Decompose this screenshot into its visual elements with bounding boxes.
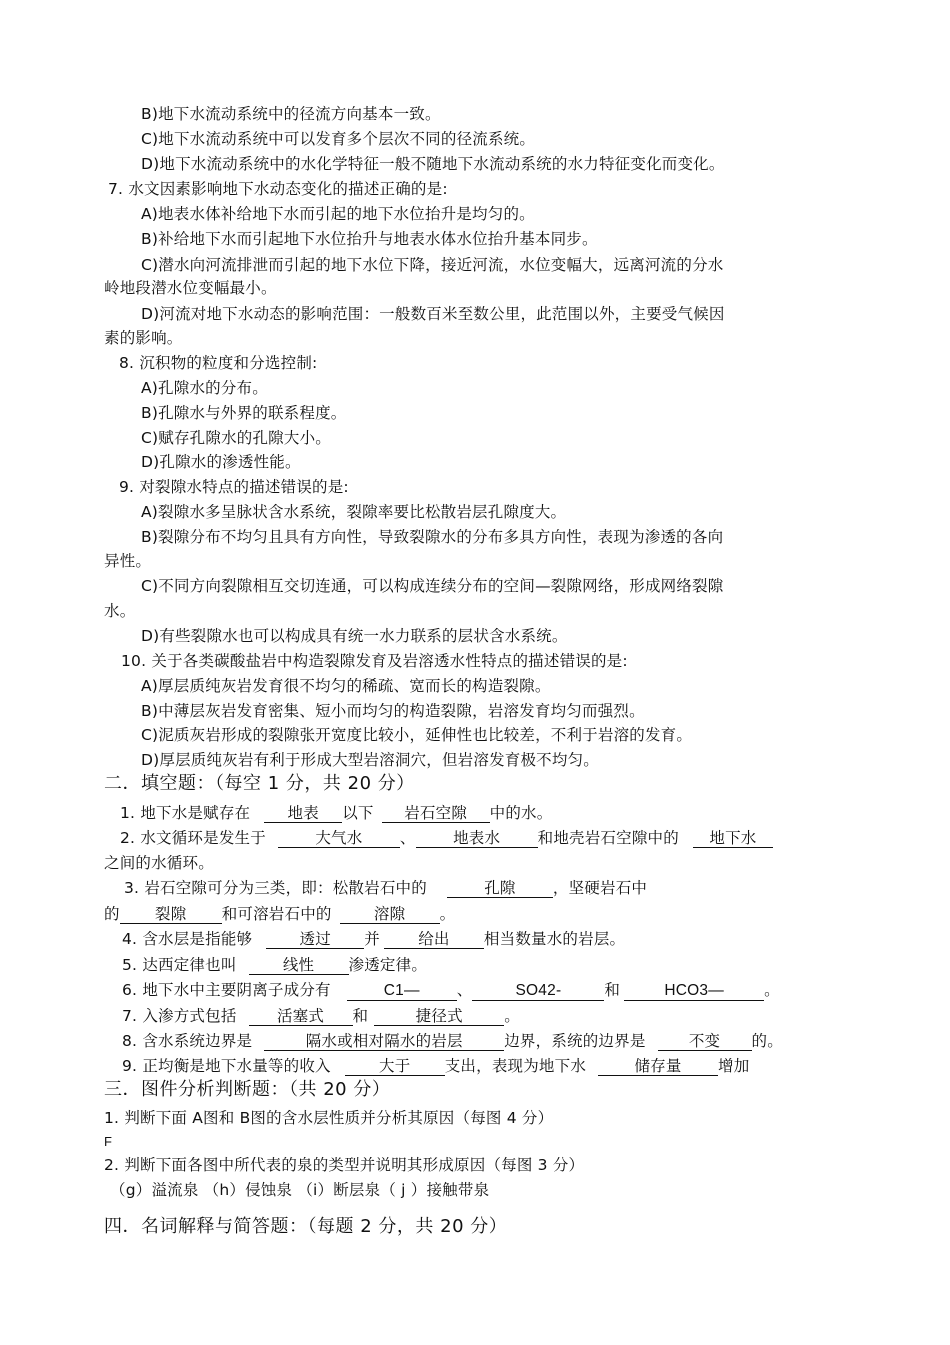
fill-q4-text: 4. 含水层是指能够 (122, 930, 253, 948)
q6-option-d: D)地下水流动系统中的水化学特征一般不随地下水流动系统的水力特征变化而变化。 (141, 155, 725, 173)
q7-option-d-line1: D)河流对地下水动态的影响范围：一般数百米至数公里，此范围以外，主要受气候因 (141, 305, 725, 323)
answer-blank: 孔隙 (447, 879, 553, 898)
fill-q7 (122, 1006, 520, 1026)
q9-option-d: D)有些裂隙水也可以构成具有统一水力联系的层状含水系统。 (141, 627, 568, 645)
answer-blank: 隔水或相对隔水的岩层 (264, 1032, 504, 1051)
answer-blank: 溶隙 (340, 905, 440, 924)
q8-option-c: C)赋存孔隙水的孔隙大小。 (141, 429, 331, 447)
section-4-heading: 四．名词解释与简答题：（每题 2 分，共 20 分） (104, 1216, 508, 1237)
q6-option-b: B)地下水流动系统中的径流方向基本一致。 (141, 105, 441, 123)
q7-option-a: A)地表水体补给地下水而引起的地下水位抬升是均匀的。 (141, 205, 535, 223)
fill-q1-text: 中的水。 (489, 804, 553, 822)
answer-blank: 线性 (249, 956, 349, 975)
section-2-heading: 二．填空题：（每空 1 分，共 20 分） (104, 773, 415, 794)
fill-q4 (122, 929, 625, 949)
answer-blank: 地表 (264, 804, 342, 823)
q6-option-c: C)地下水流动系统中可以发育多个层次不同的径流系统。 (141, 130, 536, 148)
fill-q3-cont (104, 904, 455, 924)
q9-option-c-line1: C)不同方向裂隙相互交切连通，可以构成连续分布的空间—裂隙网络，形成网络裂隙 (141, 577, 724, 595)
fill-q6 (122, 980, 780, 1001)
fill-q8-text: 8. 含水系统边界是 (122, 1032, 253, 1050)
q8-option-a: A)孔隙水的分布。 (141, 379, 268, 397)
figure-f-label: F (104, 1134, 113, 1149)
fill-q1-text: 1. 地下水是赋存在 (120, 804, 251, 822)
fill-q6-text: 6. 地下水中主要阴离子成分有 (122, 981, 331, 999)
fill-q5 (122, 955, 427, 975)
answer-blank: 捷径式 (374, 1007, 504, 1026)
fill-q5-text: 5. 达西定律也叫 (122, 956, 237, 974)
q9-option-b-line2: 异性。 (104, 552, 152, 570)
q7-option-c-line2: 岭地段潜水位变幅最小。 (104, 279, 277, 297)
q9-option-c-line2: 水。 (104, 602, 136, 620)
answer-blank: SO42- (472, 982, 604, 1001)
fill-q9-text: 支出，表现为地下水 (444, 1057, 587, 1075)
q10-option-b: B)中薄层灰岩发育密集、短小而均匀的构造裂隙，岩溶发育均匀而强烈。 (141, 702, 645, 720)
answer-blank: 透过 (266, 930, 364, 949)
q10-option-d: D)厚层质纯灰岩有利于形成大型岩溶洞穴，但岩溶发育极不均匀。 (141, 751, 599, 769)
q7-option-d-line2: 素的影响。 (104, 329, 183, 347)
fill-q1 (120, 803, 552, 823)
fill-q8-text: 边界，系统的边界是 (504, 1032, 646, 1050)
answer-blank: 地下水 (693, 829, 773, 848)
q7-stem: 7. 水文因素影响地下水动态变化的描述正确的是: (108, 180, 448, 198)
answer-blank: C1— (347, 982, 457, 1001)
fill-q6-text: 。 (764, 981, 780, 999)
fill-q7-text: 和 (352, 1007, 369, 1025)
fill-q7-text: 。 (504, 1007, 520, 1025)
answer-blank: 储存量 (598, 1057, 718, 1076)
fill-q2-text: 2. 水文循环是发生于 (120, 829, 266, 847)
fill-q5-text: 渗透定律。 (348, 956, 428, 974)
q8-stem: 8. 沉积物的粒度和分选控制: (119, 354, 318, 372)
answer-blank: HCO3— (624, 982, 764, 1001)
q9-stem: 9. 对裂隙水特点的描述错误的是: (119, 478, 349, 496)
q8-option-d: D)孔隙水的渗透性能。 (141, 453, 301, 471)
fill-q2-text: 和地壳岩石空隙中的 (537, 829, 679, 847)
fill-q1-text: 以下 (342, 804, 374, 822)
fill-q8 (122, 1031, 783, 1051)
q8-option-b: B)孔隙水与外界的联系程度。 (141, 404, 347, 422)
fill-q2-end: 之间的水循环。 (104, 854, 214, 872)
q7-option-c-line1: C)潜水向河流排泄而引起的地下水位下降，接近河流，水位变幅大，远离河流的分水 (141, 256, 724, 274)
fill-q3-text: 的 (104, 905, 120, 923)
fill-q3 (124, 878, 647, 898)
fill-q4-text: 相当数量水的岩层。 (483, 930, 626, 948)
fill-q3-text: ，坚硬岩石中 (552, 879, 648, 897)
answer-blank: 岩石空隙 (382, 804, 490, 823)
fill-q9 (122, 1056, 749, 1076)
q7-option-b: B)补给地下水而引起地下水位抬升与地表水体水位抬升基本同步。 (141, 230, 598, 248)
figure-q1: 1. 判断下面 A图和 B图的含水层性质并分析其原因（每图 4 分） (104, 1109, 554, 1127)
q10-option-c: C)泥质灰岩形成的裂隙张开宽度比较小，延伸性也比较差，不利于岩溶的发育。 (141, 726, 693, 744)
answer-blank: 活塞式 (249, 1007, 353, 1026)
fill-q3-text: 和可溶岩石中的 (221, 905, 332, 923)
q9-option-b-line1: B)裂隙分布不均匀且具有方向性，导致裂隙水的分布多具方向性，表现为渗透的各向 (141, 528, 724, 546)
fill-q9-text: 9. 正均衡是地下水量等的收入 (122, 1057, 331, 1075)
section-3-heading: 三．图件分析判断题：（共 20 分） (104, 1079, 391, 1100)
fill-q6-text: 、 (456, 981, 473, 999)
q9-option-a: A)裂隙水多呈脉状含水系统，裂隙率要比松散岩层孔隙度大。 (141, 503, 567, 521)
fill-q4-text: 并 (364, 930, 380, 948)
fill-q8-text: 的。 (751, 1032, 783, 1050)
fill-q3-text: 。 (439, 905, 456, 923)
fill-q9-text: 增加 (718, 1057, 750, 1075)
answer-blank: 大于 (345, 1057, 445, 1076)
fill-q2 (120, 828, 773, 848)
answer-blank: 给出 (384, 930, 484, 949)
answer-blank: 大气水 (278, 829, 400, 848)
q10-stem: 10. 关于各类碳酸盐岩中构造裂隙发育及岩溶透水性特点的描述错误的是: (121, 652, 628, 670)
fill-q2-text: 、 (399, 829, 416, 847)
fill-q6-text: 和 (604, 981, 621, 999)
fill-q7-text: 7. 入渗方式包括 (122, 1007, 237, 1025)
figure-q2: 2. 判断下面各图中所代表的泉的类型并说明其形成原因（每图 3 分） (104, 1156, 585, 1174)
q10-option-a: A)厚层质纯灰岩发育很不均匀的稀疏、宽而长的构造裂隙。 (141, 677, 551, 695)
answer-blank: 不变 (658, 1032, 752, 1051)
answer-blank: 地表水 (416, 829, 538, 848)
fill-q3-text: 3. 岩石空隙可分为三类，即：松散岩石中的 (124, 879, 427, 897)
answer-blank: 裂隙 (120, 905, 222, 924)
spring-types: （g）溢流泉 （h）侵蚀泉 （i）断层泉（ j ）接触带泉 (110, 1181, 490, 1199)
